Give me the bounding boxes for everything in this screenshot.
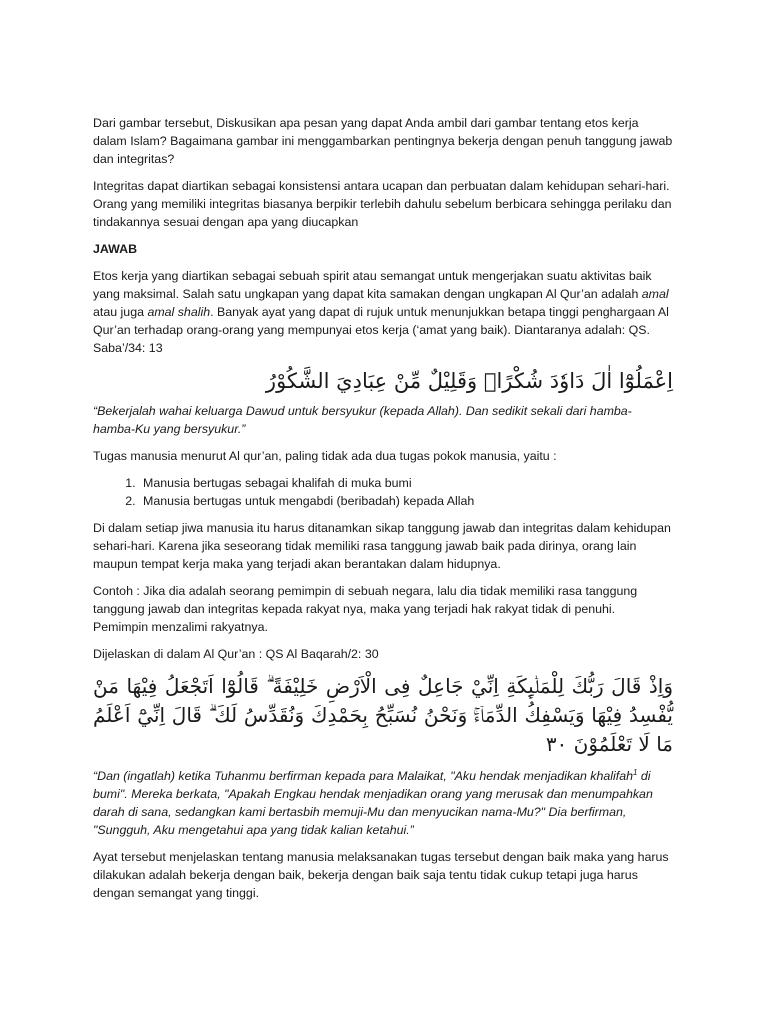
baqarah-intro: Dijelaskan di dalam Al Qur’an : QS Al Baqarah/2: 30 [93, 647, 379, 661]
etos-text-3: . Banyak ayat yang dapat di rujuk untuk menunjukkan betapa tinggi penghargaan Al Qur’an terhadap orang-orang yang mempunyai etos kerja (‘amat yang baik). Diantaranya adalah: QS. Saba’/34: 13 [93, 305, 669, 355]
etos-term-amal: amal [641, 287, 669, 301]
etos-term-amal-shalih: amal shalih [147, 305, 211, 319]
footnote-marker[interactable]: 1 [633, 767, 638, 777]
translation-baqarah-text-2: di bumi". Mereka berkata, "Apakah Engkau hendak menjadikan orang yang merusak dan menumpahkan darah di sana, sedangkan kami bertasbih memuji-Mu dan menyucikan nama-Mu?" Dia berfirman, "Sungguh, Aku mengetahui apa yang tidak kalian ketahui.” [93, 769, 653, 837]
translation-saba: “Bekerjalah wahai keluarga Dawud untuk bersyukur (kepada Allah). Dan sedikit sekali dari hamba-hamba-Ku yang bersyukur.” [93, 404, 632, 436]
conclusion-paragraph: Ayat tersebut menjelaskan tentang manusia melaksanakan tugas tersebut dengan baik maka yang harus dilakukan adalah bekerja dengan baik, bekerja dengan baik saja tentu tidak cukup tetapi juga harus dengan semangat yang tinggi. [93, 850, 669, 900]
responsibility-paragraph: Di dalam setiap jiwa manusia itu harus ditanamkan sikap tanggung jawab dan integritas dalam kehidupan sehari-hari. Karena jika seseorang tidak memiliki rasa tanggung jawab baik pada dirinya, orang lain maupun tempat kerja maka yang terjadi akan berantakan dalam hidupnya. [93, 521, 671, 571]
etos-text-1: Etos kerja yang diartikan sebagai sebuah spirit atau semangat untuk mengerjakan suatu aktivitas baik yang maksimal. Salah satu ungkapan yang dapat kita samakan dengan ungkapan Al Qur’an adalah [93, 269, 652, 301]
answer-heading: JAWAB [93, 242, 138, 256]
etos-text-2: atau juga [93, 305, 148, 319]
question-paragraph: Dari gambar tersebut, Diskusikan apa pesan yang dapat Anda ambil dari gambar tentang etos kerja dalam Islam? Bagaimana gambar ini menggambarkan pentingnya bekerja dengan penuh tanggung jawab dan integritas? [93, 116, 673, 166]
example-paragraph: Contoh : Jika dia adalah seorang pemimpin di sebuah negara, lalu dia tidak memiliki rasa tanggung tanggung jawab dan integritas kepada rakyat nya, maka yang terjadi hak rakyat tidak di penuhi. Pemimpin menzalimi rakyatnya. [93, 584, 638, 634]
arabic-verse-saba: اِعْمَلُوْٓا اٰلَ دَاوٗدَ شُكْرًاۗ وَقَلِيْلٌ مِّنْ عِبَادِيَ الشَّكُوْرُ [265, 369, 673, 393]
arabic-verse-baqarah: وَاِذْ قَالَ رَبُّكَ لِلْمَلٰۤىِٕكَةِ اِنِّيْ جَاعِلٌ فِى الْاَرْضِ خَلِيْفَةً ۗ قَالُوْٓا اَتَجْعَلُ فِيْهَا مَنْ يُّفْسِدُ فِيْهَا وَيَسْفِكُ الدِّمَاۤءَۚ وَنَحْنُ نُسَبِّحُ بِحَمْدِكَ وَنُقَدِّسُ لَكَ ۗ قَالَ اِنِّيْٓ اَعْلَمُ مَا لَا تَعْلَمُوْنَ ٣٠ [93, 674, 673, 756]
duty-item-2: 2. Manusia bertugas untuk mengabdi (beribadah) kepada Allah [139, 492, 673, 510]
duties-list [93, 474, 673, 510]
translation-baqarah [93, 767, 673, 839]
integrity-definition-paragraph: Integritas dapat diartikan sebagai konsistensi antara ucapan dan perbuatan dalam kehidupan sehari-hari. Orang yang memiliki integritas biasanya berpikir terlebih dahulu sebelum berbicara sehingga perilaku dan tindakannya sesuai dengan apa yang diucapkan [93, 179, 672, 229]
etos-paragraph [93, 267, 673, 357]
document-body [93, 114, 673, 911]
duties-intro: Tugas manusia menurut Al qur’an, paling tidak ada dua tugas pokok manusia, yaitu : [93, 449, 557, 463]
duty-item-1: 1. Manusia bertugas sebagai khalifah di muka bumi [139, 474, 673, 492]
translation-baqarah-text-1: “Dan (ingatlah) ketika Tuhanmu berfirman kepada para Malaikat, "Aku hendak menjadikan khalifah [93, 769, 634, 783]
